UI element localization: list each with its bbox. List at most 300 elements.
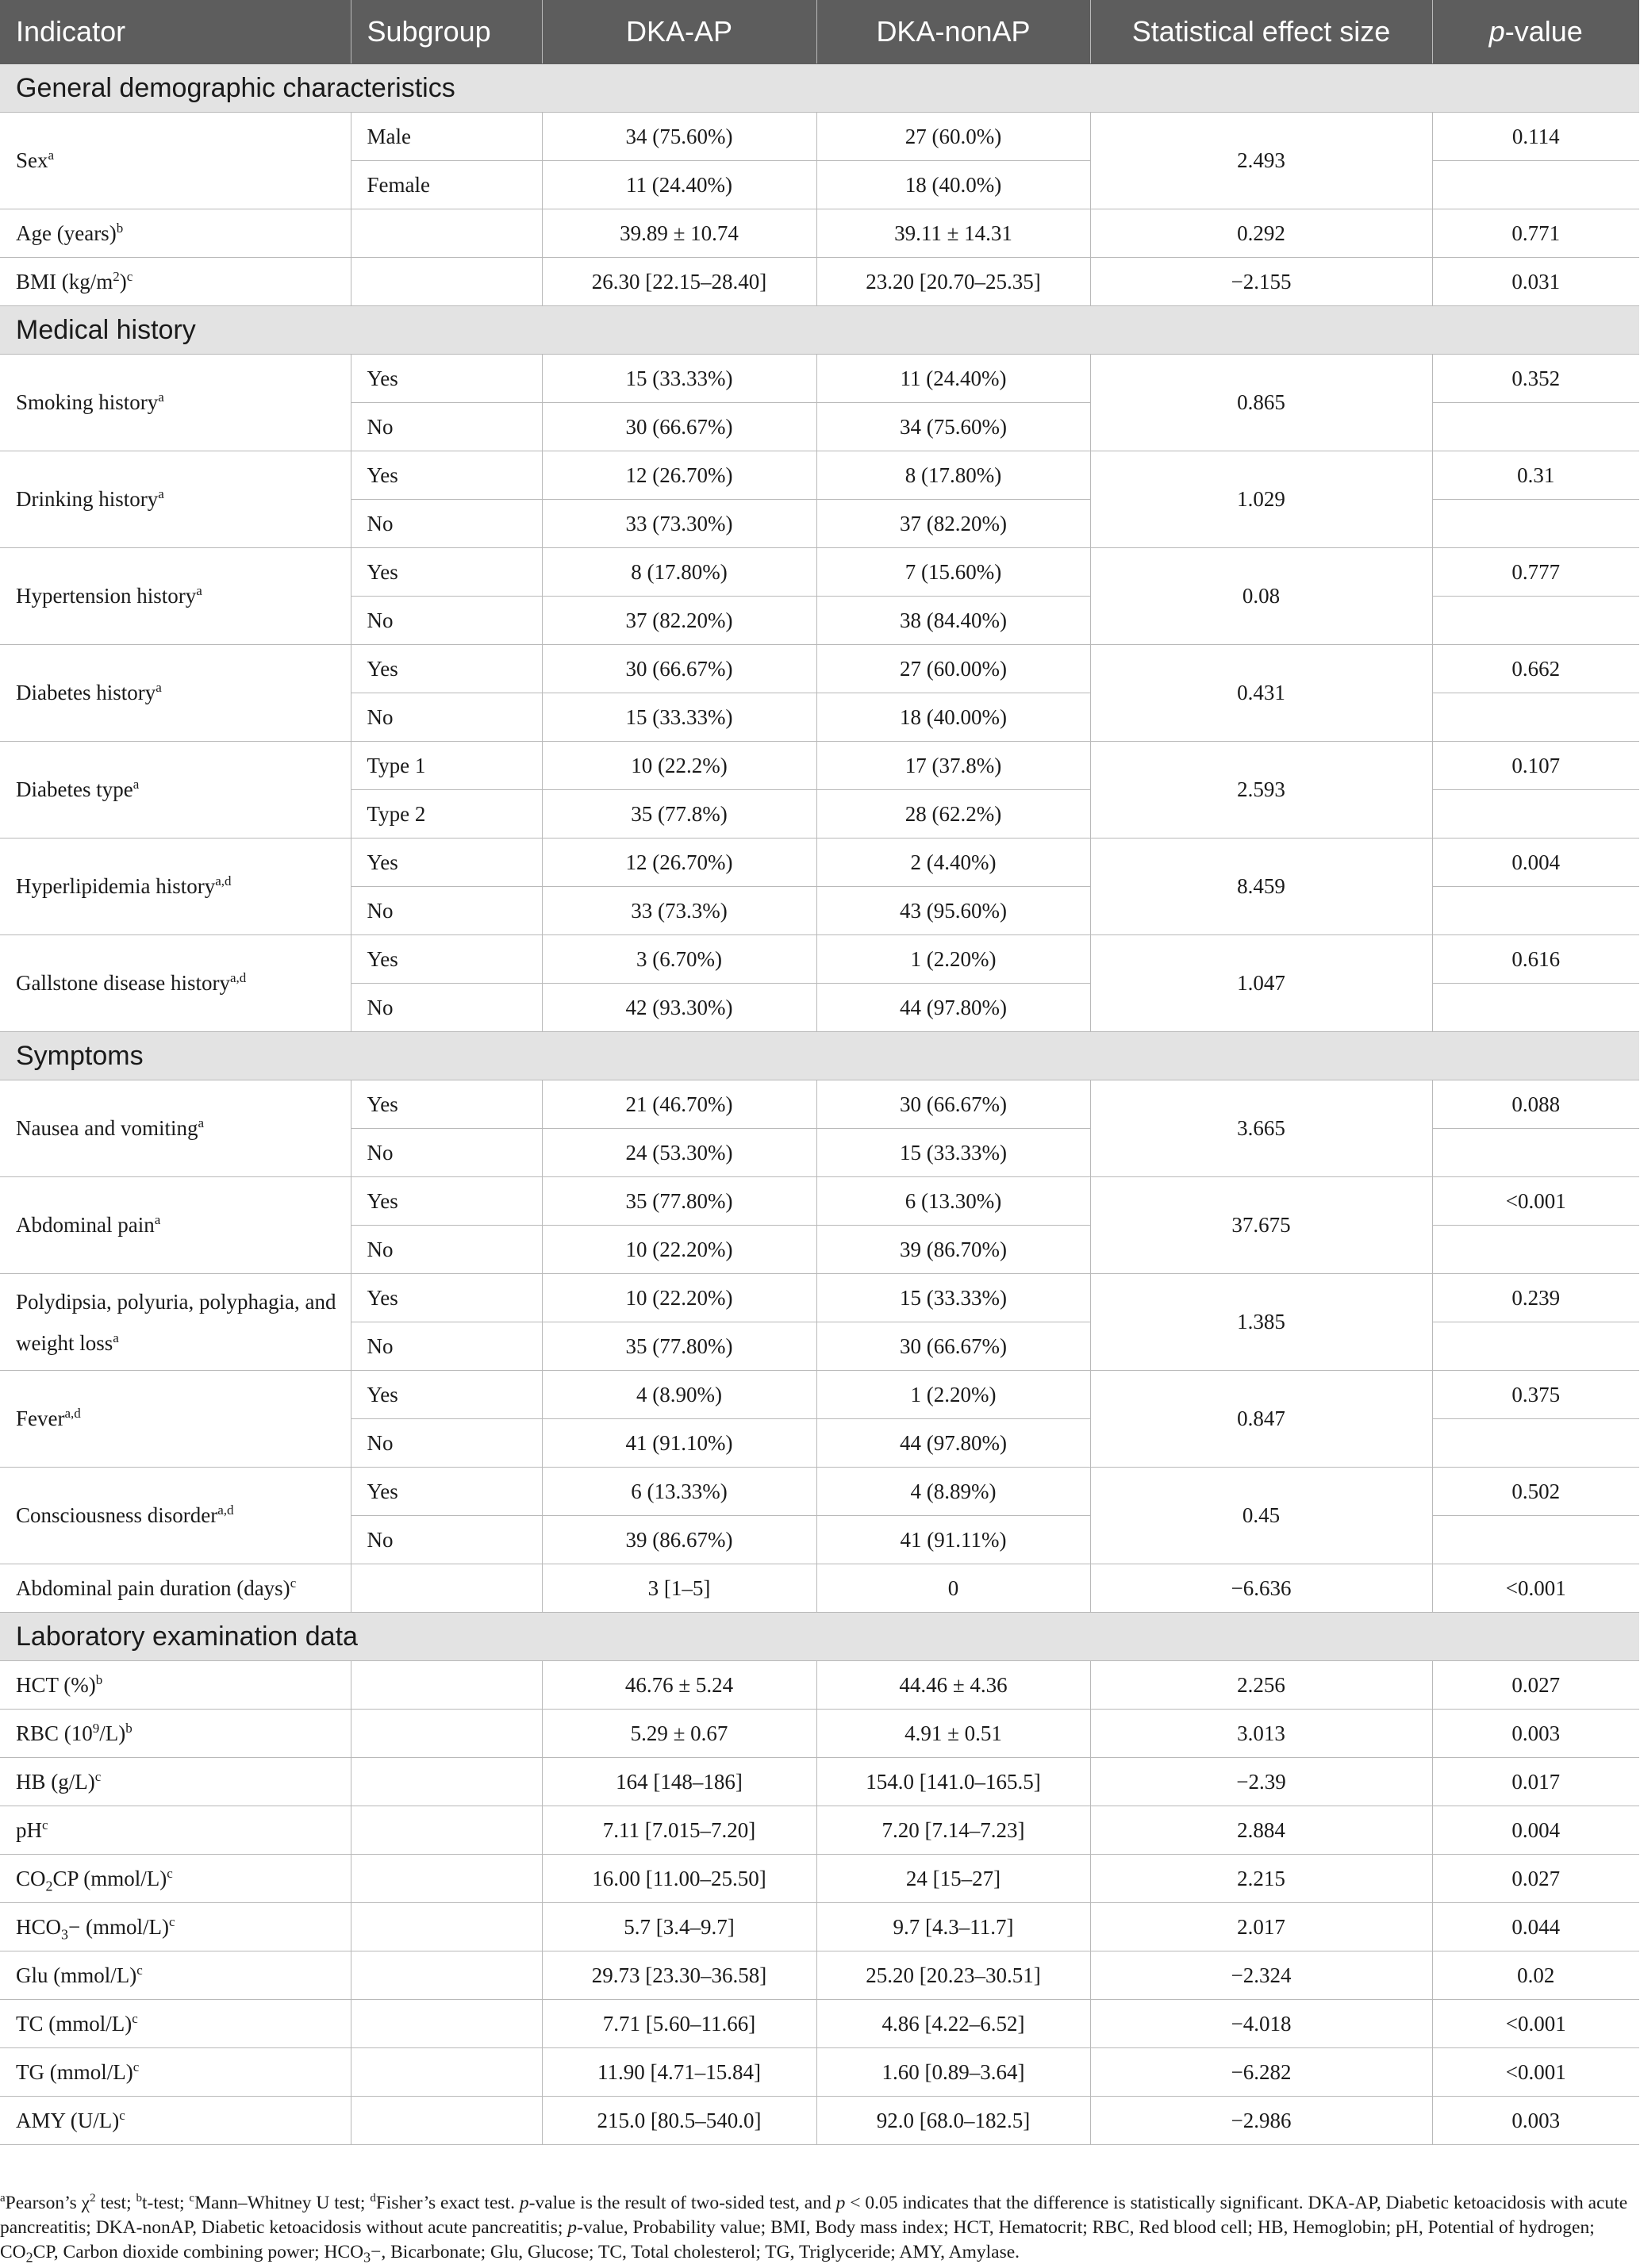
table-row (0, 355, 1639, 403)
dka-ap-cell: 39.89 ± 10.74 (542, 209, 816, 258)
effect-size-cell: 0.45 (1090, 1468, 1432, 1564)
dka-nonap-cell: 23.20 [20.70–25.35] (816, 258, 1090, 306)
indicator-name: Sex (16, 148, 48, 172)
effect-size-cell: 0.847 (1090, 1371, 1432, 1468)
dka-nonap-cell: 44 (97.80%) (816, 1419, 1090, 1468)
footnote-italic: p (519, 2193, 529, 2213)
indicator-name: pH (16, 1817, 42, 1842)
footnote-marker: c (168, 1913, 175, 1929)
effect-size-cell: 37.675 (1090, 1177, 1432, 1274)
indicator-cell (0, 1080, 351, 1177)
indicator-unit: − (mmol/L) (68, 1914, 169, 1939)
table-row (0, 1661, 1639, 1710)
footnote-marker: a,d (217, 1502, 234, 1518)
subgroup-cell: Yes (351, 645, 542, 693)
subgroup-cell (351, 1903, 542, 1951)
indicator-name: CO (16, 1866, 46, 1890)
subgroup-cell: Type 2 (351, 790, 542, 839)
indicator-name: Diabetes history (16, 681, 156, 704)
dka-ap-cell: 30 (66.67%) (542, 645, 816, 693)
indicator-name: BMI (kg/m (16, 269, 113, 294)
effect-size-cell: −2.39 (1090, 1758, 1432, 1806)
dka-ap-cell: 33 (73.3%) (542, 887, 816, 935)
footnote-marker: c (42, 1817, 48, 1832)
section-header-row (0, 1032, 1639, 1080)
p-value-cell: 0.616 (1432, 935, 1639, 984)
table-row (0, 451, 1639, 500)
subgroup-cell: No (351, 500, 542, 548)
indicator-cell (0, 2097, 351, 2145)
table-row (0, 935, 1639, 984)
table-row (0, 1371, 1639, 1419)
indicator-name: Polydipsia, polyuria, polyphagia, and weight loss (16, 1289, 336, 1355)
subgroup-cell: No (351, 1516, 542, 1564)
dka-nonap-cell: 17 (37.8%) (816, 742, 1090, 790)
indicator-name: RBC (10 (16, 1721, 93, 1745)
footnote-subscript: 2 (25, 2249, 33, 2266)
dka-nonap-cell: 154.0 [141.0–165.5] (816, 1758, 1090, 1806)
indicator-cell (0, 1371, 351, 1468)
subgroup-cell (351, 209, 542, 258)
subgroup-cell: Yes (351, 1274, 542, 1322)
footnote-text: Pearson’s χ (5, 2193, 90, 2213)
indicator-cell (0, 1710, 351, 1758)
table-row (0, 209, 1639, 258)
p-value-cell: 0.502 (1432, 1468, 1639, 1516)
indicator-unit: ) (119, 269, 127, 294)
indicator-cell (0, 1806, 351, 1855)
subgroup-cell: Type 1 (351, 742, 542, 790)
dka-ap-cell: 41 (91.10%) (542, 1419, 816, 1468)
dka-nonap-cell: 34 (75.60%) (816, 403, 1090, 451)
dka-ap-cell: 29.73 [23.30–36.58] (542, 1951, 816, 2000)
footnote-marker: c (290, 1575, 297, 1591)
header-subgroup: Subgroup (351, 0, 542, 64)
dka-ap-cell: 33 (73.30%) (542, 500, 816, 548)
indicator-name: Abdominal pain duration (days) (16, 1575, 290, 1600)
p-value-cell: 0.107 (1432, 742, 1639, 790)
dka-ap-cell: 7.71 [5.60–11.66] (542, 2000, 816, 2048)
table-row (0, 1758, 1639, 1806)
indicator-name: Consciousness disorder (16, 1503, 218, 1527)
dka-nonap-cell: 1.60 [0.89–3.64] (816, 2048, 1090, 2097)
table-row (0, 1177, 1639, 1226)
subgroup-cell (351, 1951, 542, 2000)
dka-nonap-cell: 44 (97.80%) (816, 984, 1090, 1032)
effect-size-cell: −6.636 (1090, 1564, 1432, 1613)
subgroup-cell: Yes (351, 1177, 542, 1226)
footnote-marker: c (133, 2059, 140, 2074)
effect-size-cell: 2.256 (1090, 1661, 1432, 1710)
effect-size-cell: 8.459 (1090, 839, 1432, 935)
p-value-cell: <0.001 (1432, 2048, 1639, 2097)
indicator-cell (0, 548, 351, 645)
footnote-marker: b (95, 1671, 103, 1687)
section-title: Symptoms (0, 1032, 1639, 1080)
table-row (0, 1468, 1639, 1516)
footnote-text: CP, Carbon dioxide combining power; HCO (33, 2242, 364, 2262)
footnote-marker: a (196, 583, 202, 598)
dka-ap-cell: 4 (8.90%) (542, 1371, 816, 1419)
subgroup-cell: Yes (351, 1371, 542, 1419)
footnote-text: t-test; (141, 2193, 190, 2213)
p-value-cell: 0.352 (1432, 355, 1639, 403)
indicator-cell (0, 1951, 351, 2000)
header-row (0, 0, 1639, 64)
footnote-superscript: c (189, 2192, 195, 2205)
section-header-row (0, 1613, 1639, 1661)
dka-nonap-cell: 30 (66.67%) (816, 1322, 1090, 1371)
subgroup-cell: Yes (351, 451, 542, 500)
footnote-superscript: 2 (90, 2192, 96, 2205)
footnote-marker: c (132, 2010, 138, 2026)
subgroup-cell: Yes (351, 548, 542, 597)
indicator-cell (0, 1661, 351, 1710)
dka-ap-cell: 215.0 [80.5–540.0] (542, 2097, 816, 2145)
dka-ap-cell: 30 (66.67%) (542, 403, 816, 451)
dka-nonap-cell: 8 (17.80%) (816, 451, 1090, 500)
dka-ap-cell: 10 (22.2%) (542, 742, 816, 790)
indicator-name: Hypertension history (16, 584, 197, 608)
dka-ap-cell: 35 (77.8%) (542, 790, 816, 839)
dka-nonap-cell: 1 (2.20%) (816, 935, 1090, 984)
table-row (0, 839, 1639, 887)
subgroup-cell: Yes (351, 839, 542, 887)
footnote-marker: a (156, 680, 162, 695)
effect-size-cell: −2.324 (1090, 1951, 1432, 2000)
effect-size-cell: −2.986 (1090, 2097, 1432, 2145)
effect-size-cell: −2.155 (1090, 258, 1432, 306)
footnote-marker: b (116, 220, 124, 236)
table-row (0, 1806, 1639, 1855)
p-value-cell-empty (1432, 984, 1639, 1032)
dka-ap-cell: 34 (75.60%) (542, 113, 816, 161)
p-value-cell-empty (1432, 1516, 1639, 1564)
subgroup-cell: No (351, 597, 542, 645)
effect-size-cell: 0.431 (1090, 645, 1432, 742)
table-row (0, 742, 1639, 790)
subgroup-cell: Yes (351, 1468, 542, 1516)
effect-size-cell: 2.215 (1090, 1855, 1432, 1903)
indicator-subscript: 2 (45, 1877, 53, 1894)
indicator-cell (0, 1177, 351, 1274)
effect-size-cell: 2.493 (1090, 113, 1432, 209)
p-value-cell: 0.027 (1432, 1855, 1639, 1903)
dka-ap-cell: 3 (6.70%) (542, 935, 816, 984)
effect-size-cell: 2.884 (1090, 1806, 1432, 1855)
dka-nonap-cell: 24 [15–27] (816, 1855, 1090, 1903)
section-header-row (0, 306, 1639, 355)
dka-ap-cell: 21 (46.70%) (542, 1080, 816, 1129)
table-row (0, 1951, 1639, 2000)
dka-nonap-cell: 15 (33.33%) (816, 1129, 1090, 1177)
p-value-cell-empty (1432, 693, 1639, 742)
footnote-superscript: a (0, 2192, 6, 2205)
dka-ap-cell: 12 (26.70%) (542, 839, 816, 887)
dka-nonap-cell: 4 (8.89%) (816, 1468, 1090, 1516)
dka-nonap-cell: 4.91 ± 0.51 (816, 1710, 1090, 1758)
p-value-cell: 0.017 (1432, 1758, 1639, 1806)
p-value-cell: 0.239 (1432, 1274, 1639, 1322)
p-value-cell-empty (1432, 1419, 1639, 1468)
dka-nonap-cell: 27 (60.0%) (816, 113, 1090, 161)
subgroup-cell: No (351, 1226, 542, 1274)
indicator-cell (0, 935, 351, 1032)
dka-ap-cell: 35 (77.80%) (542, 1177, 816, 1226)
subgroup-cell (351, 1661, 542, 1710)
dka-nonap-cell: 92.0 [68.0–182.5] (816, 2097, 1090, 2145)
footnote-text: Fisher’s exact test. (375, 2193, 520, 2213)
subgroup-cell (351, 1855, 542, 1903)
dka-nonap-cell: 39.11 ± 14.31 (816, 209, 1090, 258)
effect-size-cell: 0.865 (1090, 355, 1432, 451)
indicator-name: Age (years) (16, 221, 117, 245)
subgroup-cell: No (351, 693, 542, 742)
p-value-cell: 0.031 (1432, 258, 1639, 306)
subgroup-cell: No (351, 887, 542, 935)
table-row (0, 113, 1639, 161)
indicator-superscript: 2 (113, 268, 120, 284)
indicator-name: TG (mmol/L) (16, 2059, 133, 2084)
subgroup-cell: No (351, 1322, 542, 1371)
effect-size-cell: 1.029 (1090, 451, 1432, 548)
dka-nonap-cell: 44.46 ± 4.36 (816, 1661, 1090, 1710)
subgroup-cell (351, 1564, 542, 1613)
indicator-cell (0, 355, 351, 451)
indicator-name: Gallstone disease history (16, 971, 230, 995)
effect-size-cell: −4.018 (1090, 2000, 1432, 2048)
p-value-cell: 0.771 (1432, 209, 1639, 258)
indicator-cell (0, 451, 351, 548)
header-dka-ap: DKA-AP (542, 0, 816, 64)
footnote-marker: a (158, 390, 164, 405)
dka-nonap-cell: 28 (62.2%) (816, 790, 1090, 839)
p-value-cell: <0.001 (1432, 1177, 1639, 1226)
footnote-superscript: d (370, 2192, 376, 2205)
dka-ap-cell: 11.90 [4.71–15.84] (542, 2048, 816, 2097)
footnote-marker: c (136, 1962, 143, 1978)
indicator-name: Drinking history (16, 487, 159, 511)
subgroup-cell: No (351, 403, 542, 451)
subgroup-cell (351, 1758, 542, 1806)
indicator-name: HCO (16, 1914, 62, 1939)
indicator-cell (0, 1903, 351, 1951)
p-value-cell: 0.02 (1432, 1951, 1639, 2000)
header-indicator: Indicator (0, 0, 351, 64)
footnote-text: -value is the result of two-sided test, and (528, 2193, 836, 2213)
effect-size-cell: 2.593 (1090, 742, 1432, 839)
indicator-cell (0, 258, 351, 306)
dka-ap-cell: 16.00 [11.00–25.50] (542, 1855, 816, 1903)
footnote-text: -value, Probability value; BMI, Body mass index; HCT, Hematocrit; RBC, Red blood cell; HB, Hemoglobin; pH, Potential of hydrogen; CO (0, 2217, 1595, 2262)
footnote-text: < 0.05 indicates that the difference is statistically significant. DKA-AP, Diabetic ketoacidosis with acute pancreatitis; DKA-nonAP, Diabetic ketoacidosis without acute pancreatitis; (0, 2193, 1628, 2238)
table-footnote (0, 2191, 1638, 2265)
indicator-name: Fever (16, 1406, 65, 1430)
indicator-unit: CP (mmol/L) (52, 1866, 167, 1890)
subgroup-cell (351, 1806, 542, 1855)
table-row (0, 1710, 1639, 1758)
dka-ap-cell: 11 (24.40%) (542, 161, 816, 209)
dka-ap-cell: 15 (33.33%) (542, 693, 816, 742)
indicator-superscript: 9 (92, 1720, 100, 1736)
header-effect-size: Statistical effect size (1090, 0, 1432, 64)
effect-size-cell: 0.08 (1090, 548, 1432, 645)
p-value-cell: <0.001 (1432, 2000, 1639, 2048)
dka-nonap-cell: 41 (91.11%) (816, 1516, 1090, 1564)
indicator-name: Smoking history (16, 390, 159, 414)
indicator-name: HB (g/L) (16, 1769, 95, 1794)
footnote-marker: a,d (215, 873, 232, 888)
subgroup-cell: Yes (351, 1080, 542, 1129)
footnote-marker: a (158, 486, 164, 501)
header-p-value (1432, 0, 1639, 64)
p-value-cell: 0.777 (1432, 548, 1639, 597)
p-value-cell: 0.044 (1432, 1903, 1639, 1951)
p-value-cell-empty (1432, 887, 1639, 935)
dka-ap-cell: 24 (53.30%) (542, 1129, 816, 1177)
p-value-cell-empty (1432, 1226, 1639, 1274)
p-value-cell: 0.31 (1432, 451, 1639, 500)
effect-size-cell: 3.013 (1090, 1710, 1432, 1758)
footnote-marker: b (125, 1720, 133, 1736)
section-title: Medical history (0, 306, 1639, 355)
subgroup-cell: No (351, 1419, 542, 1468)
dka-nonap-cell: 9.7 [4.3–11.7] (816, 1903, 1090, 1951)
dka-ap-cell: 6 (13.33%) (542, 1468, 816, 1516)
subgroup-cell: Female (351, 161, 542, 209)
dka-ap-cell: 164 [148–186] (542, 1758, 816, 1806)
table-row (0, 1080, 1639, 1129)
header-dka-nonap: DKA-nonAP (816, 0, 1090, 64)
p-value-cell-empty (1432, 403, 1639, 451)
indicator-cell (0, 1468, 351, 1564)
table-body (0, 64, 1639, 2145)
table-row (0, 2000, 1639, 2048)
effect-size-cell: 3.665 (1090, 1080, 1432, 1177)
dka-nonap-cell: 25.20 [20.23–30.51] (816, 1951, 1090, 2000)
subgroup-cell (351, 1710, 542, 1758)
footnote-superscript: b (136, 2192, 142, 2205)
dka-ap-cell: 46.76 ± 5.24 (542, 1661, 816, 1710)
section-header-row (0, 64, 1639, 113)
indicator-name: HCT (%) (16, 1672, 96, 1697)
footnote-marker: a (48, 148, 55, 163)
p-value-cell: 0.088 (1432, 1080, 1639, 1129)
p-value-cell-empty (1432, 161, 1639, 209)
dka-ap-cell: 26.30 [22.15–28.40] (542, 258, 816, 306)
p-value-cell-empty (1432, 597, 1639, 645)
table-row (0, 1855, 1639, 1903)
footnote-marker: a (133, 777, 140, 792)
subgroup-cell (351, 2000, 542, 2048)
p-value-cell-empty (1432, 1322, 1639, 1371)
indicator-cell (0, 113, 351, 209)
dka-ap-cell: 35 (77.80%) (542, 1322, 816, 1371)
footnote-marker: a (198, 1115, 204, 1130)
dka-nonap-cell: 1 (2.20%) (816, 1371, 1090, 1419)
subgroup-cell: No (351, 984, 542, 1032)
effect-size-cell: 1.047 (1090, 935, 1432, 1032)
indicator-cell (0, 209, 351, 258)
indicator-name: Hyperlipidemia history (16, 874, 216, 898)
dka-nonap-cell: 18 (40.0%) (816, 161, 1090, 209)
dka-nonap-cell: 15 (33.33%) (816, 1274, 1090, 1322)
dka-ap-cell: 7.11 [7.015–7.20] (542, 1806, 816, 1855)
dka-ap-cell: 8 (17.80%) (542, 548, 816, 597)
indicator-name: Glu (mmol/L) (16, 1963, 137, 1987)
dka-nonap-cell: 27 (60.00%) (816, 645, 1090, 693)
footnote-subscript: 3 (363, 2249, 371, 2266)
subgroup-cell: Yes (351, 355, 542, 403)
dka-ap-cell: 5.7 [3.4–9.7] (542, 1903, 816, 1951)
indicator-cell (0, 839, 351, 935)
p-value-cell: 0.003 (1432, 2097, 1639, 2145)
p-value-cell: 0.375 (1432, 1371, 1639, 1419)
footnote-marker: c (167, 1865, 173, 1881)
dka-nonap-cell: 30 (66.67%) (816, 1080, 1090, 1129)
footnote-marker: a,d (64, 1406, 81, 1421)
indicator-name: Abdominal pain (16, 1213, 155, 1237)
dka-nonap-cell: 18 (40.00%) (816, 693, 1090, 742)
header-p-rest: -value (1504, 15, 1583, 48)
header-p-italic: p (1488, 15, 1505, 48)
footnote-marker: c (126, 268, 133, 284)
indicator-name: Nausea and vomiting (16, 1116, 198, 1140)
p-value-cell: 0.003 (1432, 1710, 1639, 1758)
indicator-cell (0, 1564, 351, 1613)
dka-nonap-cell: 37 (82.20%) (816, 500, 1090, 548)
dka-ap-cell: 5.29 ± 0.67 (542, 1710, 816, 1758)
p-value-cell: 0.662 (1432, 645, 1639, 693)
section-title: General demographic characteristics (0, 64, 1639, 113)
dka-nonap-cell: 4.86 [4.22–6.52] (816, 2000, 1090, 2048)
indicator-cell (0, 1855, 351, 1903)
effect-size-cell: 0.292 (1090, 209, 1432, 258)
indicator-subscript: 3 (61, 1925, 69, 1942)
subgroup-cell: Yes (351, 935, 542, 984)
effect-size-cell: 2.017 (1090, 1903, 1432, 1951)
dka-ap-cell: 42 (93.30%) (542, 984, 816, 1032)
indicator-cell (0, 645, 351, 742)
dka-ap-cell: 15 (33.33%) (542, 355, 816, 403)
indicator-unit: /L) (99, 1721, 126, 1745)
dka-ap-cell: 3 [1–5] (542, 1564, 816, 1613)
dka-nonap-cell: 0 (816, 1564, 1090, 1613)
p-value-cell: 0.004 (1432, 839, 1639, 887)
footnote-text: −, Bicarbonate; Glu, Glucose; TC, Total cholesterol; TG, Triglyceride; AMY, Amylase. (371, 2242, 1020, 2262)
dka-ap-cell: 39 (86.67%) (542, 1516, 816, 1564)
dka-nonap-cell: 11 (24.40%) (816, 355, 1090, 403)
table-row (0, 2048, 1639, 2097)
subgroup-cell (351, 258, 542, 306)
footnote-italic: p (567, 2217, 577, 2238)
table-row (0, 258, 1639, 306)
footnote-marker: a (154, 1212, 161, 1227)
indicator-cell (0, 1274, 351, 1371)
dka-ap-cell: 12 (26.70%) (542, 451, 816, 500)
footnote-italic: p (835, 2193, 846, 2213)
indicator-name: Diabetes type (16, 777, 133, 801)
dka-nonap-cell: 7 (15.60%) (816, 548, 1090, 597)
effect-size-cell: −6.282 (1090, 2048, 1432, 2097)
table-row (0, 1564, 1639, 1613)
p-value-cell-empty (1432, 1129, 1639, 1177)
effect-size-cell: 1.385 (1090, 1274, 1432, 1371)
dka-nonap-cell: 2 (4.40%) (816, 839, 1090, 887)
p-value-cell-empty (1432, 790, 1639, 839)
dka-nonap-cell: 7.20 [7.14–7.23] (816, 1806, 1090, 1855)
dka-ap-cell: 10 (22.20%) (542, 1226, 816, 1274)
